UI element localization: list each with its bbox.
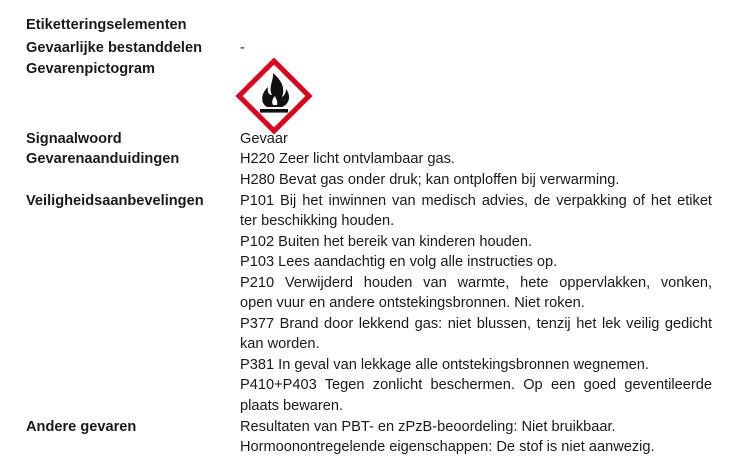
precautionary-statement-line: ter beschikking houden. <box>240 213 395 229</box>
precautionary-statement-line: P410+P403 Tegen zonlicht beschermen. Op een goed geventileerde <box>240 377 712 393</box>
flame-ghs02-icon <box>236 58 312 134</box>
signal-word-value: Gevaar <box>240 131 288 147</box>
precautionary-statement-line: P103 Lees aandachtig en volg alle instructies op. <box>240 254 558 270</box>
precautionary-statement-line: plaats bewaren. <box>240 398 344 414</box>
precautionary-statement-line: P102 Buiten het bereik van kinderen houden. <box>240 234 533 250</box>
hazardous-components-value: - <box>240 40 245 56</box>
signal-word-label: Signaalwoord <box>26 131 122 147</box>
hazardous-components-label: Gevaarlijke bestanddelen <box>26 40 203 56</box>
other-hazards-line: Hormoonontregelende eigenschappen: De stof is niet aanwezig. <box>240 439 655 455</box>
precautionary-statement-line: P377 Brand door lekkend gas: niet blussen, tenzij het lek veilig gedicht <box>240 316 712 332</box>
section-title: Etiketteringselementen <box>26 17 187 33</box>
hazard-statement-line: H220 Zeer licht ontvlambaar gas. <box>240 151 455 167</box>
precautionary-statement-line: P101 Bij het inwinnen van medisch advies, de verpakking of het etiket <box>240 193 712 209</box>
precautionary-statement-line: open vuur en andere ontstekingsbronnen. Niet roken. <box>240 295 585 311</box>
hazard-statement-line: H280 Bevat gas onder druk; kan ontploffen bij verwarming. <box>240 172 620 188</box>
pictogram-label: Gevarenpictogram <box>26 61 155 77</box>
precautionary-statement-line: kan worden. <box>240 336 320 352</box>
precautionary-statements-label: Veiligheidsaanbevelingen <box>26 193 204 209</box>
other-hazards-label: Andere gevaren <box>26 419 137 435</box>
precautionary-statement-line: P210 Verwijderd houden van warmte, hete oppervlakken, vonken, <box>240 275 712 291</box>
precautionary-statement-line: P381 In geval van lekkage alle ontstekingsbronnen wegnemen. <box>240 357 649 373</box>
hazard-statements-label: Gevarenaanduidingen <box>26 151 180 167</box>
other-hazards-line: Resultaten van PBT- en zPzB-beoordeling: Niet bruikbaar. <box>240 419 616 435</box>
